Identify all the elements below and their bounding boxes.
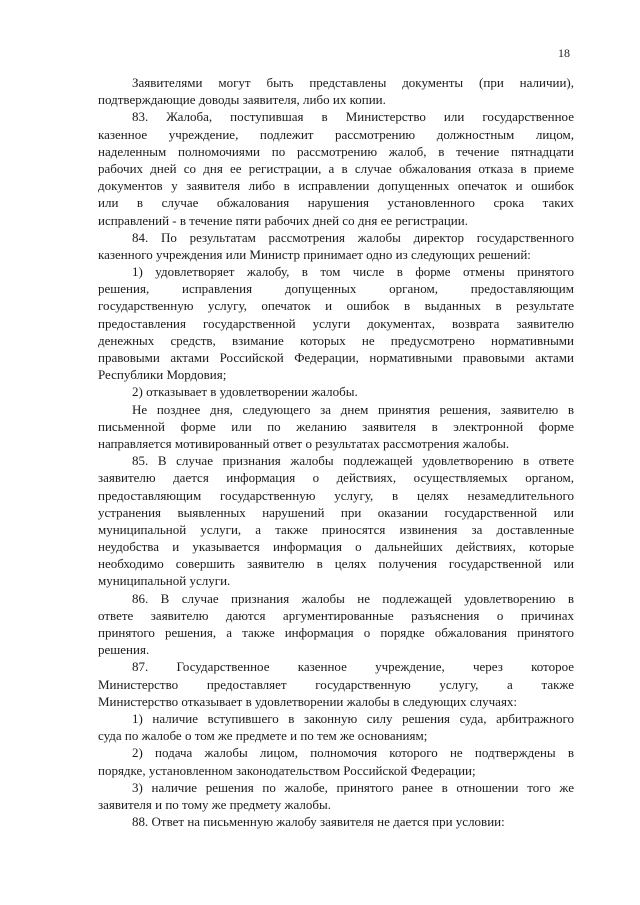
text-line: решения. [98, 642, 150, 658]
text-line: Министерство предоставляет государственную услугу, а также [98, 676, 574, 692]
paragraph [98, 452, 574, 590]
paragraph [98, 263, 574, 383]
paragraph [98, 779, 574, 813]
text-line: государственную услугу, опечаток и ошибок в выданных в результате [98, 298, 574, 314]
text-line: суда по жалобе о том же предмете и по тем же основаниям; [98, 728, 428, 744]
text-line: наделенным полномочиями по рассмотрению жалоб, в течение пятнадцати [98, 143, 574, 159]
page-number: 18 [558, 46, 570, 60]
text-line: 1) удовлетворяет жалобу, в том числе в форме отмены принятого [132, 264, 574, 280]
paragraph [98, 813, 574, 830]
text-line: предоставляющим государственную услугу, в целях незамедлительного [98, 487, 574, 503]
text-line: 1) наличие вступившего в законную силу решения суда, арбитражного [132, 710, 574, 726]
text-line: 2) подача жалобы лицом, полномочия которого не подтверждены в [132, 745, 574, 761]
text-line: Не позднее дня, следующего за днем принятия решения, заявителю в [132, 401, 574, 417]
text-line: необходимо совершить заявителю в целях получения государственной или [98, 556, 574, 572]
text-line: устранения выявленных нарушений при оказании государственной или [98, 504, 574, 520]
text-line: 2) отказывает в удовлетворении жалобы. [132, 384, 358, 400]
text-line: Заявителями могут быть представлены документы (при наличии), [132, 75, 574, 90]
text-line: правовыми актами Российской Федерации, нормативными правовыми актами [98, 350, 574, 365]
paragraph [98, 401, 574, 453]
text-line: принятого решения, а также информация о порядке обжалования принятого [98, 625, 574, 640]
paragraph [98, 658, 574, 710]
text-line: казенное учреждение, подлежит рассмотрению должностным лицом, [98, 126, 574, 142]
text-line: рабочих дней со дня ее регистрации, а в случае обжалования отказа в приеме [98, 160, 574, 176]
text-line: Республики Мордовия; [98, 367, 227, 383]
text-line: 83. Жалоба, поступившая в Министерство или государственное [132, 109, 574, 125]
text-line: Министерство отказывает в удовлетворении жалобы в следующих случаях: [98, 693, 518, 709]
text-line: неудобства и указывается информация о дальнейших действиях, которые [98, 539, 574, 555]
paragraph [98, 229, 574, 263]
text-line: письменной форме или по желанию заявителя в электронной форме [98, 418, 574, 434]
paragraph [98, 383, 574, 400]
text-line: 87. Государственное казенное учреждение, через которое [132, 659, 574, 675]
text-line: 85. В случае признания жалобы подлежащей удовлетворению в ответе [132, 453, 574, 469]
text-line: или в случае обжалования нарушения установленного срока таких [98, 195, 574, 211]
text-line: муниципальной услуги, а также приносятся извинения за доставленные [98, 521, 574, 537]
text-line: подтверждающие доводы заявителя, либо их копии. [98, 92, 386, 108]
paragraph [98, 108, 574, 228]
text-line: 86. В случае признания жалобы не подлежащей удовлетворению в [132, 590, 574, 606]
text-line: документов у заявителя либо в исправлении допущенных опечаток и ошибок [98, 178, 574, 194]
text-line: 3) наличие решения по жалобе, принятого ранее в отношении того же [132, 779, 574, 795]
text-line: предоставления государственной услуги документах, возврата заявителю [98, 315, 574, 331]
text-line: ответе заявителю даются аргументированные разъяснения о причинах [98, 607, 574, 623]
paragraph [98, 74, 574, 108]
document-body [98, 74, 574, 830]
text-line: денежных средств, взимание которых не предусмотрено нормативными [98, 332, 574, 348]
text-line: заявителю дается информация о действиях, осуществляемых органом, [98, 470, 574, 486]
paragraph [98, 590, 574, 659]
text-line: 88. Ответ на письменную жалобу заявителя не дается при условии: [132, 814, 505, 830]
text-line: порядке, установленном законодательством Российской Федерации; [98, 762, 476, 778]
text-line: исправлений - в течение пяти рабочих дней со дня ее регистрации. [98, 212, 468, 228]
text-line: заявителя и по тому же предмету жалобы. [98, 796, 332, 812]
text-line: муниципальной услуги. [98, 573, 231, 589]
paragraph [98, 744, 574, 778]
text-line: казенного учреждения или Министр принимает одно из следующих решений: [98, 246, 531, 262]
paragraph [98, 710, 574, 744]
text-line: решения, исправления допущенных органом, предоставляющим [98, 281, 574, 297]
text-line: 84. По результатам рассмотрения жалобы директор государственного [132, 229, 574, 245]
text-line: направляется мотивированный ответ о результатах рассмотрения жалобы. [98, 435, 510, 451]
